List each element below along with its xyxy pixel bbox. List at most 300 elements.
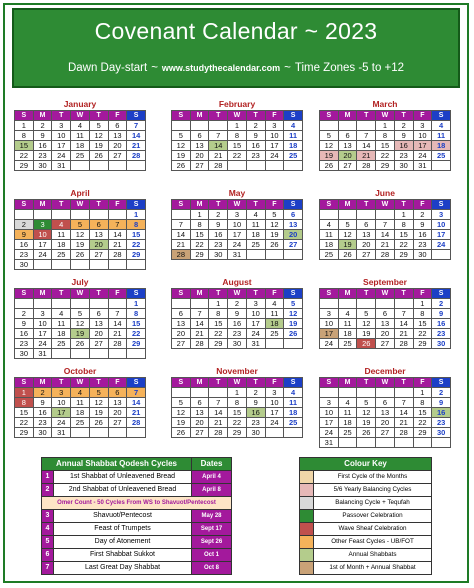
day-cell: 5: [284, 299, 303, 309]
empty-day-cell: [246, 161, 265, 171]
weekday-header: W: [71, 378, 90, 388]
weekday-header: F: [108, 111, 127, 121]
day-cell: 1: [127, 210, 146, 220]
empty-day-cell: [89, 260, 108, 270]
day-cell: 3: [320, 309, 339, 319]
day-cell: 20: [376, 329, 395, 339]
day-cell: 26: [172, 428, 191, 438]
month-january: [14, 98, 146, 171]
day-cell: 9: [33, 131, 52, 141]
weekday-header: M: [190, 111, 209, 121]
day-cell: 3: [413, 121, 432, 131]
colour-key-label: Balancing Cycle + Tequfah: [314, 497, 432, 510]
day-cell: 3: [52, 388, 71, 398]
weekday-header: T: [357, 200, 376, 210]
empty-day-cell: [265, 339, 284, 349]
day-cell: 8: [190, 220, 209, 230]
day-cell: 31: [33, 349, 52, 359]
day-cell: 15: [209, 319, 228, 329]
day-cell: 23: [246, 151, 265, 161]
day-cell: 26: [172, 161, 191, 171]
day-cell: 6: [357, 220, 376, 230]
empty-day-cell: [357, 388, 376, 398]
day-cell: 27: [190, 161, 209, 171]
day-cell: 3: [52, 121, 71, 131]
day-cell: 16: [432, 319, 451, 329]
day-cell: 11: [71, 131, 90, 141]
weekday-header: F: [413, 378, 432, 388]
cycle-date: April 8: [192, 484, 232, 497]
day-cell: 15: [15, 408, 34, 418]
weekday-header: F: [265, 378, 284, 388]
day-cell: 14: [394, 319, 413, 329]
day-cell: 2: [228, 299, 247, 309]
weekday-header: S: [15, 378, 34, 388]
day-cell: 22: [190, 240, 209, 250]
weekday-header: F: [265, 289, 284, 299]
day-cell: 4: [320, 220, 339, 230]
month-name: November: [216, 366, 258, 376]
day-cell: 4: [432, 121, 451, 131]
day-cell: 30: [432, 339, 451, 349]
weekday-header: F: [108, 289, 127, 299]
weekday-header: T: [209, 289, 228, 299]
day-cell: 31: [52, 428, 71, 438]
empty-day-cell: [108, 349, 127, 359]
empty-day-cell: [376, 388, 395, 398]
empty-day-cell: [190, 299, 209, 309]
cycle-number: 6: [42, 549, 54, 562]
day-cell: 26: [71, 339, 90, 349]
day-cell: 24: [33, 339, 52, 349]
empty-day-cell: [338, 438, 357, 448]
day-cell: 29: [228, 428, 247, 438]
day-cell: 11: [320, 230, 339, 240]
day-cell: 19: [89, 408, 108, 418]
day-cell: 30: [15, 260, 34, 270]
day-cell: 18: [71, 408, 90, 418]
weekday-header: S: [432, 111, 451, 121]
day-cell: 6: [108, 388, 127, 398]
empty-day-cell: [89, 210, 108, 220]
day-cell: 25: [320, 250, 339, 260]
day-cell: 25: [432, 151, 451, 161]
weekday-header: M: [190, 289, 209, 299]
day-cell: 18: [284, 408, 303, 418]
weekday-header: T: [89, 200, 108, 210]
empty-day-cell: [15, 210, 34, 220]
day-cell: 4: [284, 388, 303, 398]
weekday-header: F: [413, 200, 432, 210]
empty-day-cell: [71, 349, 90, 359]
day-cell: 6: [338, 131, 357, 141]
day-cell: 11: [52, 319, 71, 329]
day-cell: 12: [320, 141, 339, 151]
day-cell: 5: [320, 131, 339, 141]
empty-day-cell: [127, 260, 146, 270]
weekday-header: T: [394, 111, 413, 121]
day-cell: 25: [71, 418, 90, 428]
day-cell: 18: [338, 329, 357, 339]
shabbat-cycles-table: [41, 457, 231, 575]
empty-day-cell: [432, 438, 451, 448]
day-cell: 1: [228, 388, 247, 398]
weekday-header: W: [376, 200, 395, 210]
day-cell: 23: [432, 418, 451, 428]
day-cell: 26: [320, 161, 339, 171]
day-cell: 4: [338, 309, 357, 319]
day-cell: 2: [246, 388, 265, 398]
weekday-header: S: [127, 200, 146, 210]
day-cell: 17: [33, 240, 52, 250]
weekday-header: T: [52, 289, 71, 299]
day-cell: 4: [265, 299, 284, 309]
cycle-number: 5: [42, 536, 54, 549]
day-cell: 5: [172, 131, 191, 141]
empty-day-cell: [338, 299, 357, 309]
cycle-label: 1st Shabbat of Unleavened Bread: [54, 471, 192, 484]
day-cell: 11: [52, 230, 71, 240]
weekday-header: M: [338, 200, 357, 210]
empty-day-cell: [265, 161, 284, 171]
day-cell: 13: [376, 408, 395, 418]
day-cell: 27: [284, 240, 303, 250]
day-cell: 28: [209, 428, 228, 438]
weekday-header: W: [228, 111, 247, 121]
day-cell: 17: [246, 319, 265, 329]
empty-day-cell: [108, 161, 127, 171]
day-cell: 21: [394, 418, 413, 428]
day-cell: 5: [71, 220, 90, 230]
weekday-header: S: [320, 111, 339, 121]
colour-key-title: Colour Key: [300, 458, 432, 471]
day-cell: 28: [172, 250, 191, 260]
day-cell: 6: [284, 210, 303, 220]
weekday-header: S: [127, 289, 146, 299]
day-cell: 18: [284, 141, 303, 151]
day-cell: 29: [15, 161, 34, 171]
day-cell: 27: [89, 250, 108, 260]
colour-key-label: 1st of Month + Annual Shabbat: [314, 562, 432, 575]
day-cell: 29: [376, 161, 395, 171]
day-cell: 13: [338, 141, 357, 151]
day-cell: 17: [52, 141, 71, 151]
day-cell: 22: [228, 151, 247, 161]
day-cell: 19: [89, 141, 108, 151]
weekday-header: S: [320, 200, 339, 210]
day-cell: 27: [89, 339, 108, 349]
empty-day-cell: [71, 260, 90, 270]
empty-day-cell: [357, 299, 376, 309]
day-cell: 18: [338, 418, 357, 428]
empty-day-cell: [89, 428, 108, 438]
day-cell: 23: [432, 329, 451, 339]
weekday-header: W: [228, 289, 247, 299]
day-cell: 7: [209, 398, 228, 408]
cycles-title: Annual Shabbat Qodesh Cycles: [42, 458, 192, 471]
day-cell: 8: [127, 309, 146, 319]
month-name: May: [228, 188, 246, 198]
day-cell: 4: [246, 210, 265, 220]
day-cell: 12: [338, 230, 357, 240]
weekday-header: T: [89, 289, 108, 299]
day-cell: 10: [33, 319, 52, 329]
day-cell: 17: [228, 230, 247, 240]
day-cell: 3: [228, 210, 247, 220]
day-cell: 7: [190, 309, 209, 319]
month-august: [171, 276, 303, 349]
day-cell: 24: [265, 418, 284, 428]
weekday-header: W: [228, 200, 247, 210]
day-cell: 14: [209, 141, 228, 151]
weekday-header: S: [432, 378, 451, 388]
month-name: July: [71, 277, 89, 287]
empty-day-cell: [320, 299, 339, 309]
day-cell: 31: [320, 438, 339, 448]
day-cell: 7: [127, 388, 146, 398]
day-cell: 22: [376, 151, 395, 161]
day-cell: 20: [108, 408, 127, 418]
cycle-label: First Shabbat Sukkot: [54, 549, 192, 562]
day-cell: 25: [52, 250, 71, 260]
colour-key-table: [299, 457, 431, 575]
day-cell: 28: [108, 339, 127, 349]
day-cell: 20: [190, 418, 209, 428]
day-cell: 2: [209, 210, 228, 220]
day-cell: 23: [394, 151, 413, 161]
day-cell: 27: [172, 339, 191, 349]
day-cell: 1: [376, 121, 395, 131]
day-cell: 16: [228, 319, 247, 329]
day-cell: 1: [228, 121, 247, 131]
day-cell: 24: [52, 151, 71, 161]
empty-day-cell: [228, 161, 247, 171]
weekday-header: S: [172, 289, 191, 299]
cycle-date: April 4: [192, 471, 232, 484]
cycle-date: Oct 8: [192, 562, 232, 575]
day-cell: 31: [52, 161, 71, 171]
day-cell: 29: [127, 339, 146, 349]
empty-day-cell: [209, 121, 228, 131]
day-cell: 14: [127, 131, 146, 141]
day-cell: 22: [127, 329, 146, 339]
day-cell: 18: [432, 141, 451, 151]
day-cell: 11: [284, 131, 303, 141]
weekday-header: S: [432, 200, 451, 210]
day-cell: 13: [172, 319, 191, 329]
empty-day-cell: [127, 349, 146, 359]
empty-day-cell: [108, 210, 127, 220]
day-cell: 14: [209, 408, 228, 418]
day-cell: 7: [108, 309, 127, 319]
day-cell: 13: [376, 319, 395, 329]
day-cell: 7: [357, 131, 376, 141]
weekday-header: T: [246, 200, 265, 210]
tilde-separator: ~: [151, 62, 158, 74]
empty-day-cell: [89, 161, 108, 171]
empty-day-cell: [89, 349, 108, 359]
day-cell: 12: [265, 220, 284, 230]
day-cell: 2: [15, 220, 34, 230]
day-cell: 10: [265, 131, 284, 141]
day-cell: 9: [15, 230, 34, 240]
month-name: August: [222, 277, 252, 287]
empty-day-cell: [320, 388, 339, 398]
day-cell: 22: [127, 240, 146, 250]
day-cell: 20: [89, 329, 108, 339]
day-cell: 29: [127, 250, 146, 260]
day-cell: 18: [320, 240, 339, 250]
colour-key-label: Other Feast Cycles - UB/FOT: [314, 536, 432, 549]
month-name: January: [63, 99, 97, 109]
weekday-header: W: [71, 200, 90, 210]
empty-day-cell: [357, 438, 376, 448]
cycle-label: Shavuot/Pentecost: [54, 510, 192, 523]
empty-day-cell: [33, 260, 52, 270]
day-cell: 18: [265, 319, 284, 329]
day-cell: 25: [52, 339, 71, 349]
weekday-header: S: [172, 200, 191, 210]
day-cell: 12: [357, 408, 376, 418]
day-cell: 1: [15, 121, 34, 131]
colour-key-label: First Cycle of the Months: [314, 471, 432, 484]
month-march: [319, 98, 451, 171]
day-cell: 10: [52, 131, 71, 141]
day-cell: 29: [190, 250, 209, 260]
day-cell: 17: [265, 408, 284, 418]
day-cell: 6: [172, 309, 191, 319]
day-cell: 15: [127, 319, 146, 329]
empty-day-cell: [108, 299, 127, 309]
weekday-header: T: [394, 378, 413, 388]
day-cell: 10: [320, 408, 339, 418]
day-cell: 15: [190, 230, 209, 240]
day-cell: 1: [209, 299, 228, 309]
weekday-header: T: [52, 200, 71, 210]
day-cell: 16: [33, 408, 52, 418]
day-cell: 22: [209, 329, 228, 339]
day-cell: 1: [394, 210, 413, 220]
day-cell: 13: [108, 398, 127, 408]
day-cell: 19: [71, 240, 90, 250]
day-cell: 12: [284, 309, 303, 319]
empty-day-cell: [71, 210, 90, 220]
day-cell: 21: [172, 240, 191, 250]
day-cell: 12: [357, 319, 376, 329]
day-cell: 30: [33, 428, 52, 438]
weekday-header: S: [320, 378, 339, 388]
cycle-number: 1: [42, 471, 54, 484]
day-cell: 19: [265, 230, 284, 240]
colour-swatch: [300, 536, 314, 549]
day-cell: 22: [228, 418, 247, 428]
day-cell: 8: [228, 131, 247, 141]
weekday-header: T: [394, 200, 413, 210]
weekday-header: T: [209, 378, 228, 388]
day-cell: 4: [71, 121, 90, 131]
day-cell: 24: [320, 428, 339, 438]
day-cell: 14: [394, 408, 413, 418]
day-cell: 12: [71, 230, 90, 240]
header-subtitle: [14, 62, 458, 74]
day-cell: 25: [284, 151, 303, 161]
day-cell: 28: [209, 161, 228, 171]
day-cell: 23: [209, 240, 228, 250]
day-cell: 9: [246, 131, 265, 141]
weekday-header: T: [89, 378, 108, 388]
day-cell: 19: [338, 240, 357, 250]
weekday-header: S: [320, 289, 339, 299]
weekday-header: T: [246, 289, 265, 299]
day-cell: 16: [432, 408, 451, 418]
day-cell: 9: [394, 131, 413, 141]
dates-header: Dates: [192, 458, 232, 471]
empty-day-cell: [172, 210, 191, 220]
weekday-header: M: [338, 378, 357, 388]
weekday-header: W: [376, 111, 395, 121]
weekday-header: M: [190, 378, 209, 388]
empty-day-cell: [338, 121, 357, 131]
cycle-date: Sept 17: [192, 523, 232, 536]
day-cell: 19: [172, 151, 191, 161]
day-cell: 30: [394, 161, 413, 171]
day-cell: 26: [89, 151, 108, 161]
day-cell: 28: [394, 339, 413, 349]
day-cell: 2: [432, 299, 451, 309]
day-cell: 26: [284, 329, 303, 339]
day-cell: 10: [52, 398, 71, 408]
cycle-label: Day of Atonement: [54, 536, 192, 549]
empty-day-cell: [320, 121, 339, 131]
weekday-header: M: [33, 289, 52, 299]
day-cell: 25: [338, 339, 357, 349]
empty-day-cell: [284, 161, 303, 171]
empty-day-cell: [108, 260, 127, 270]
month-april: [14, 187, 146, 270]
cycle-number: 4: [42, 523, 54, 536]
empty-day-cell: [15, 299, 34, 309]
weekday-header: S: [127, 111, 146, 121]
month-name: October: [63, 366, 97, 376]
month-september: [319, 276, 451, 349]
day-cell: 29: [413, 428, 432, 438]
day-cell: 8: [127, 220, 146, 230]
weekday-header: T: [209, 200, 228, 210]
empty-day-cell: [394, 388, 413, 398]
day-cell: 11: [338, 408, 357, 418]
day-cell: 6: [376, 309, 395, 319]
weekday-header: T: [52, 111, 71, 121]
day-cell: 18: [52, 240, 71, 250]
day-cell: 29: [209, 339, 228, 349]
day-cell: 11: [265, 309, 284, 319]
day-cell: 24: [52, 418, 71, 428]
day-cell: 23: [413, 240, 432, 250]
weekday-header: W: [71, 111, 90, 121]
weekday-header: F: [265, 111, 284, 121]
weekday-header: S: [284, 111, 303, 121]
day-cell: 5: [265, 210, 284, 220]
weekday-header: S: [432, 289, 451, 299]
day-cell: 16: [15, 240, 34, 250]
day-cell: 14: [357, 141, 376, 151]
day-cell: 31: [413, 161, 432, 171]
empty-day-cell: [190, 388, 209, 398]
day-cell: 13: [284, 220, 303, 230]
day-cell: 19: [172, 418, 191, 428]
day-cell: 27: [376, 428, 395, 438]
day-cell: 13: [89, 230, 108, 240]
